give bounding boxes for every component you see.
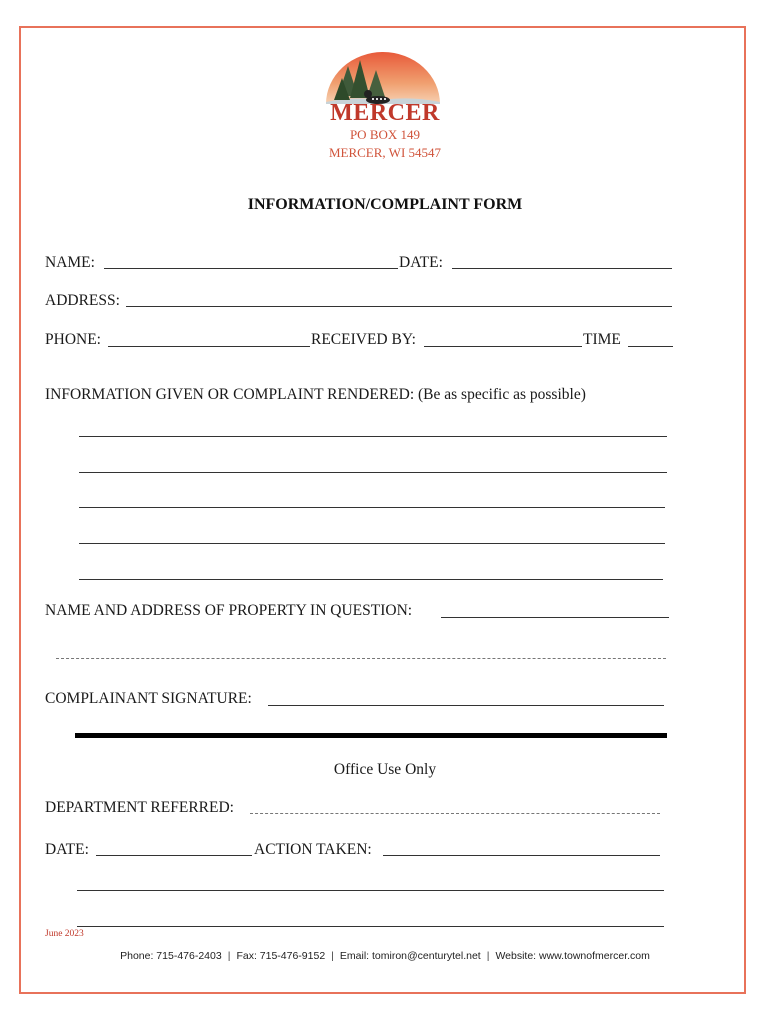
footer-website[interactable]: Website: www.townofmercer.com <box>495 950 650 962</box>
information-line-5[interactable] <box>79 579 663 580</box>
department-referred-label: DEPARTMENT REFERRED: <box>45 799 234 816</box>
time-label: TIME <box>583 331 621 348</box>
signature-field[interactable] <box>268 705 664 706</box>
phone-field[interactable] <box>108 346 310 347</box>
property-field[interactable] <box>441 617 669 618</box>
footer-fax: Fax: 715-476-9152 <box>236 950 326 962</box>
date-field[interactable] <box>452 268 672 269</box>
action-taken-label: ACTION TAKEN: <box>254 841 372 858</box>
address-label: ADDRESS: <box>45 292 120 309</box>
signature-label: COMPLAINANT SIGNATURE: <box>45 690 252 707</box>
footer-phone: Phone: 715-476-2403 <box>120 950 222 962</box>
received-by-label: RECEIVED BY: <box>311 331 416 348</box>
name-field[interactable] <box>104 268 398 269</box>
address-po-box: PO BOX 149 <box>349 127 421 142</box>
information-line-1[interactable] <box>79 436 667 437</box>
property-label: NAME AND ADDRESS OF PROPERTY IN QUESTION: <box>45 602 413 619</box>
received-by-field[interactable] <box>424 346 582 347</box>
footer-separator: | <box>486 950 490 962</box>
time-field[interactable] <box>628 346 673 347</box>
section-divider <box>75 733 667 738</box>
address-field[interactable] <box>126 306 672 307</box>
contact-footer <box>0 950 770 962</box>
action-line-2[interactable] <box>77 890 664 891</box>
date-label: DATE: <box>399 254 443 271</box>
form-title: INFORMATION/COMPLAINT FORM <box>247 196 523 213</box>
action-line-3[interactable] <box>77 926 664 927</box>
logo-wordmark: MERCER <box>330 100 440 126</box>
information-line-2[interactable] <box>79 472 667 473</box>
information-line-4[interactable] <box>79 543 665 544</box>
information-label: INFORMATION GIVEN OR COMPLAINT RENDERED: (Be as specific as possible) <box>45 386 586 403</box>
office-date-field[interactable] <box>96 855 252 856</box>
footer-separator: | <box>227 950 231 962</box>
property-line-2[interactable] <box>56 658 666 659</box>
name-label: NAME: <box>45 254 95 271</box>
office-use-heading: Office Use Only <box>333 761 437 778</box>
address-city: MERCER, WI 54547 <box>328 145 442 160</box>
department-referred-field[interactable] <box>250 813 660 814</box>
phone-label: PHONE: <box>45 331 101 348</box>
footer-separator: | <box>331 950 334 962</box>
office-date-label: DATE: <box>45 841 89 858</box>
information-line-3[interactable] <box>79 507 665 508</box>
page-border <box>19 26 746 994</box>
footer-email[interactable]: Email: tomiron@centurytel.net <box>339 950 481 962</box>
revision-date: June 2023 <box>45 929 84 939</box>
action-taken-field[interactable] <box>383 855 660 856</box>
